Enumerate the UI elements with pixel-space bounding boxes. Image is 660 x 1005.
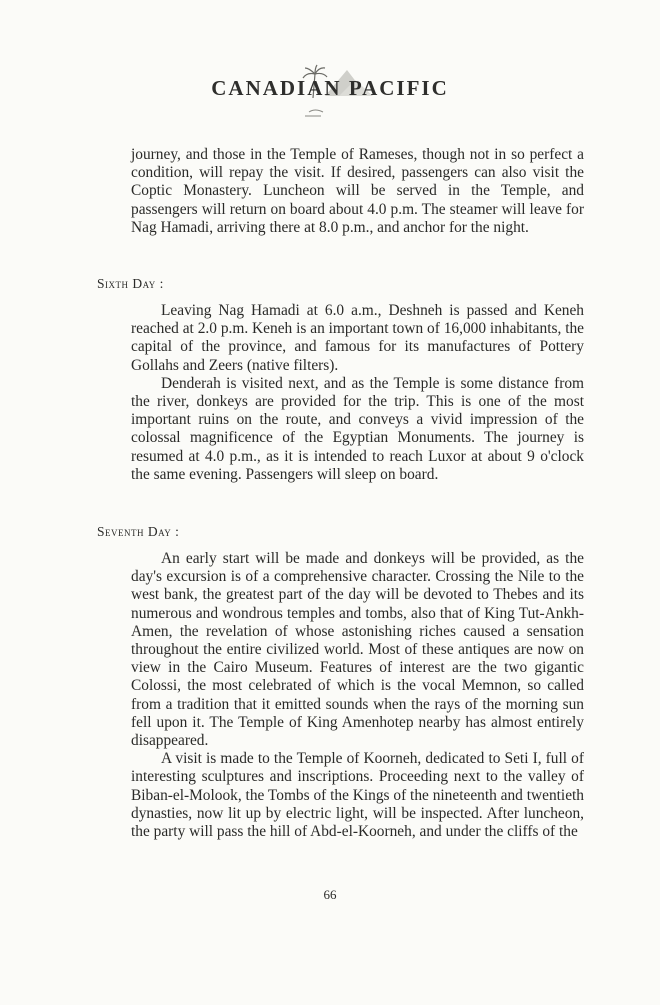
publication-title: CANADIAN PACIFIC [211, 76, 449, 100]
seventh-day-paragraph: An early start will be made and donkeys will be provided, as the day's excursion is of a comprehensive character. Crossing the Nile to the west bank, the greatest part of the day will be devoted to Thebes and its numerous and wondrous temples and tombs, also that of King Tut-Ankh-Amen, the revelation of whose astonishing riches caused a sensation throughout the entire civilized world. Most of these antiques are now on view in the Cairo Museum. Features of interest are the two gigantic Colossi, the most celebrated of which is the vocal Memnon, so called from a tradition that it emitted sounds when the rays of the morning sun fell upon it. The Temple of King Amenhotep nearby has almost entirely disappeared. [131, 550, 584, 750]
sixth-day-paragraph: Denderah is visited next, and as the Temple is some distance from the river, donkeys are provided for the trip. This is one of the most important ruins on the route, and conveys a vivid impression of the colossal magnificence of the Egyptian Monuments. The journey is resumed at 4.0 p.m., as it is intended to reach Luxor at about 9 o'clock the same evening. Passengers will sleep on board. [131, 374, 584, 483]
sixth-day-paragraph: Leaving Nag Hamadi at 6.0 a.m., Deshneh is passed and Keneh reached at 2.0 p.m. Keneh is an important town of 16,000 inhabitants, the capital of the province, and famous for its manufactures of Pottery Gollahs and Zeers (native filters). [131, 302, 584, 374]
page-number: 66 [323, 887, 337, 902]
seventh-day-section [131, 550, 584, 841]
seventh-day-paragraph: A visit is made to the Temple of Koorneh, dedicated to Seti I, full of interesting sculptures and inscriptions. Proceeding next to the valley of Biban-el-Molook, the Tombs of the Kings of the nineteenth and twentieth dynasties, now lit up by electric light, will be inspected. After luncheon, the party will pass the hill of Abd-el-Koorneh, and under the cliffs of the [131, 750, 585, 841]
seventh-day-heading: Seventh Day : [97, 524, 180, 539]
intro-paragraph: journey, and those in the Temple of Rameses, though not in so perfect a condition, will repay the visit. If desired, passengers can also visit the Coptic Monastery. Luncheon will be served in the Temple, and passengers will return on board about 4.0 p.m. The steamer will leave for Nag Hamadi, arriving there at 8.0 p.m., and anchor for the night. [131, 146, 584, 236]
sixth-day-section [131, 302, 584, 484]
intro-paragraph-block [131, 146, 584, 237]
page-header [0, 56, 660, 126]
sixth-day-heading: Sixth Day : [97, 276, 164, 291]
